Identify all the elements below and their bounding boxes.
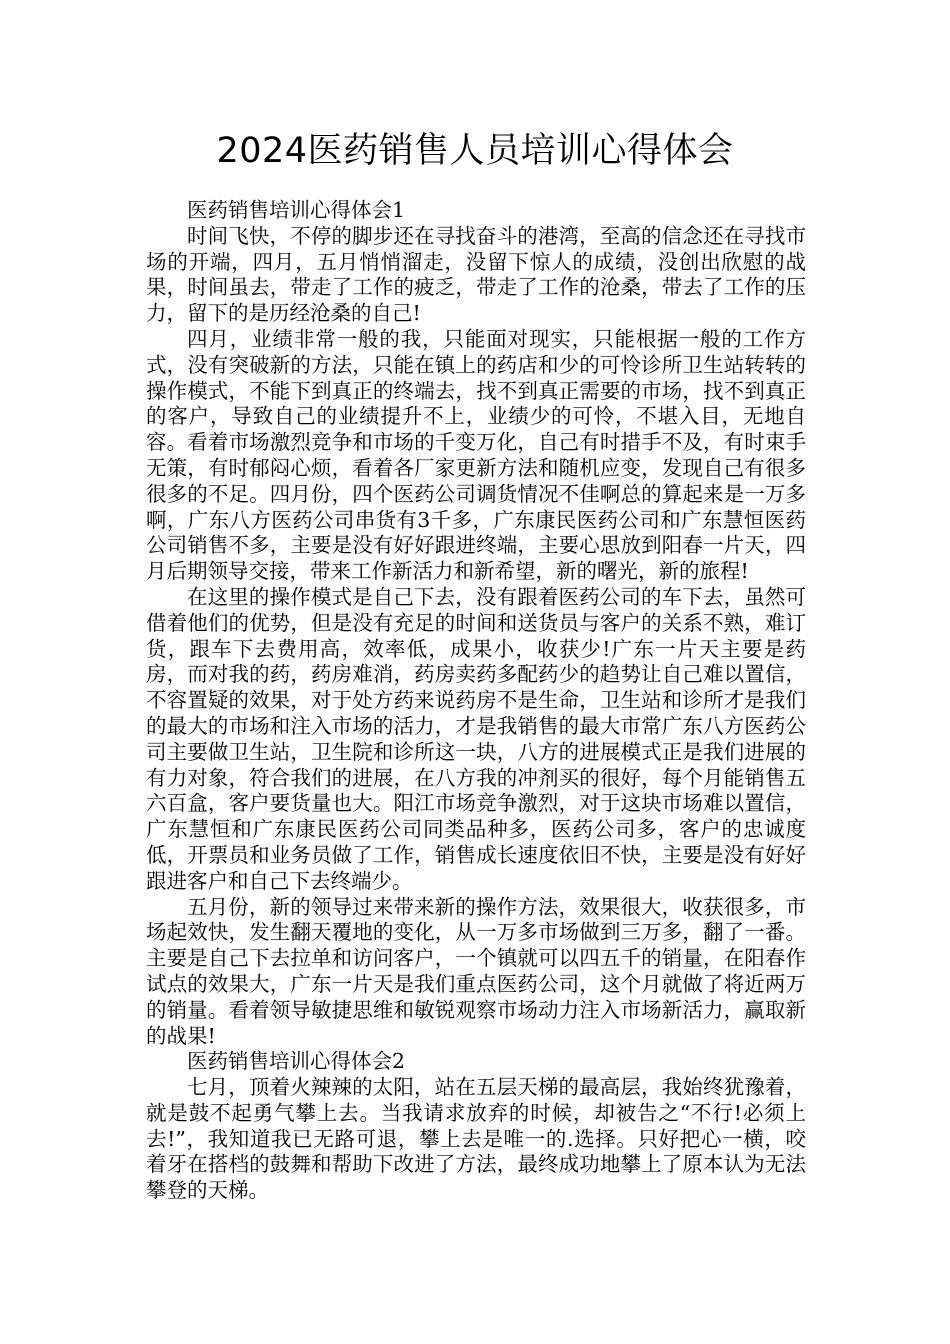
paragraph: 时间飞快，不停的脚步还在寻找奋斗的港湾，至高的信念还在寻找市场的开端，四月，五月悄悄溜走，没留下惊人的成绩，没创出欣慰的战果，时间虽去，带走了工作的疲乏，带走了工作的沧桑，带去了工作的压力，留下的是历经沧桑的自己! — [146, 223, 806, 326]
section-heading-2: 医药销售培训心得体会2 — [187, 1049, 406, 1074]
paragraph: 在这里的操作模式是自己下去，没有跟着医药公司的车下去，虽然可借着他们的优势，但是没有充足的时间和送货员与客户的关系不熟，难订货，跟车下去费用高，效率低，成果小，收获少!广东一片天主要是药房，而对我的药，药房难消，药房卖药多配药少的趋势让自己难以置信，不容置疑的效果，对于处方药来说药房不是生命，卫生站和诊所才是我们的最大的市场和注入市场的活力，才是我销售的最大市常广东八方医药公司主要做卫生站，卫生院和诊所这一块，八方的进展模式正是我们进展的有力对象，符合我们的进展，在八方我的冲剂买的很好，每个月能销售五六百盒，客户要货量也大。阳江市场竞争激烈，对于这块市场难以置信，广东慧恒和广东康民医药公司同类品种多，医药公司多，客户的忠诚度低，开票员和业务员做了工作，销售成长速度依旧不快，主要是没有好好跟进客户和自己下去终端少。 — [146, 584, 806, 893]
paragraph: 四月，业绩非常一般的我，只能面对现实，只能根据一般的工作方式，没有突破新的方法，只能在镇上的药店和少的可怜诊所卫生站转转的操作模式，不能下到真正的终端去，找不到真正需要的市场，找不到真正的客户，导致自己的业绩提升不上，业绩少的可怜，不堪入目，无地自容。看着市场激烈竞争和市场的千变万化，自己有时措手不及，有时束手无策，有时郁闷心烦，看着各厂家更新方法和随机应变，发现自己有很多很多的不足。四月份，四个医药公司调货情况不佳啊总的算起来是一万多啊，广东八方医药公司串货有3千多，广东康民医药公司和广东慧恒医药公司销售不多，主要是没有好好跟进终端，主要心思放到阳春一片天，四月后期领导交接，带来工作新活力和新希望，新的曙光，新的旅程! — [146, 326, 806, 584]
paragraph: 五月份，新的领导过来带来新的操作方法，效果很大，收获很多，市场起效快，发生翻天覆地的变化，从一万多市场做到三万多，翻了一番。主要是自己下去拉单和访问客户，一个镇就可以四五千的销量，在阳春作试点的效果大，广东一片天是我们重点医药公司，这个月就做了将近两万的销量。看着领导敏捷思维和敏锐观察市场动力注入市场新活力，赢取新的战果! — [146, 894, 806, 1048]
document-body — [146, 198, 806, 1204]
paragraph: 七月，顶着火辣辣的太阳，站在五层天梯的最高层，我始终犹豫着，就是鼓不起勇气攀上去。当我请求放弃的时候，却被告之“不行!必须上去!”，我知道我已无路可退，攀上去是唯一的.选择。只好把心一横，咬着牙在搭档的鼓舞和帮助下改进了方法，最终成功地攀上了原本认为无法攀登的天梯。 — [146, 1075, 806, 1203]
document-title: 2024医药销售人员培训心得体会 — [216, 131, 734, 171]
section-heading-1: 医药销售培训心得体会1 — [187, 198, 406, 222]
